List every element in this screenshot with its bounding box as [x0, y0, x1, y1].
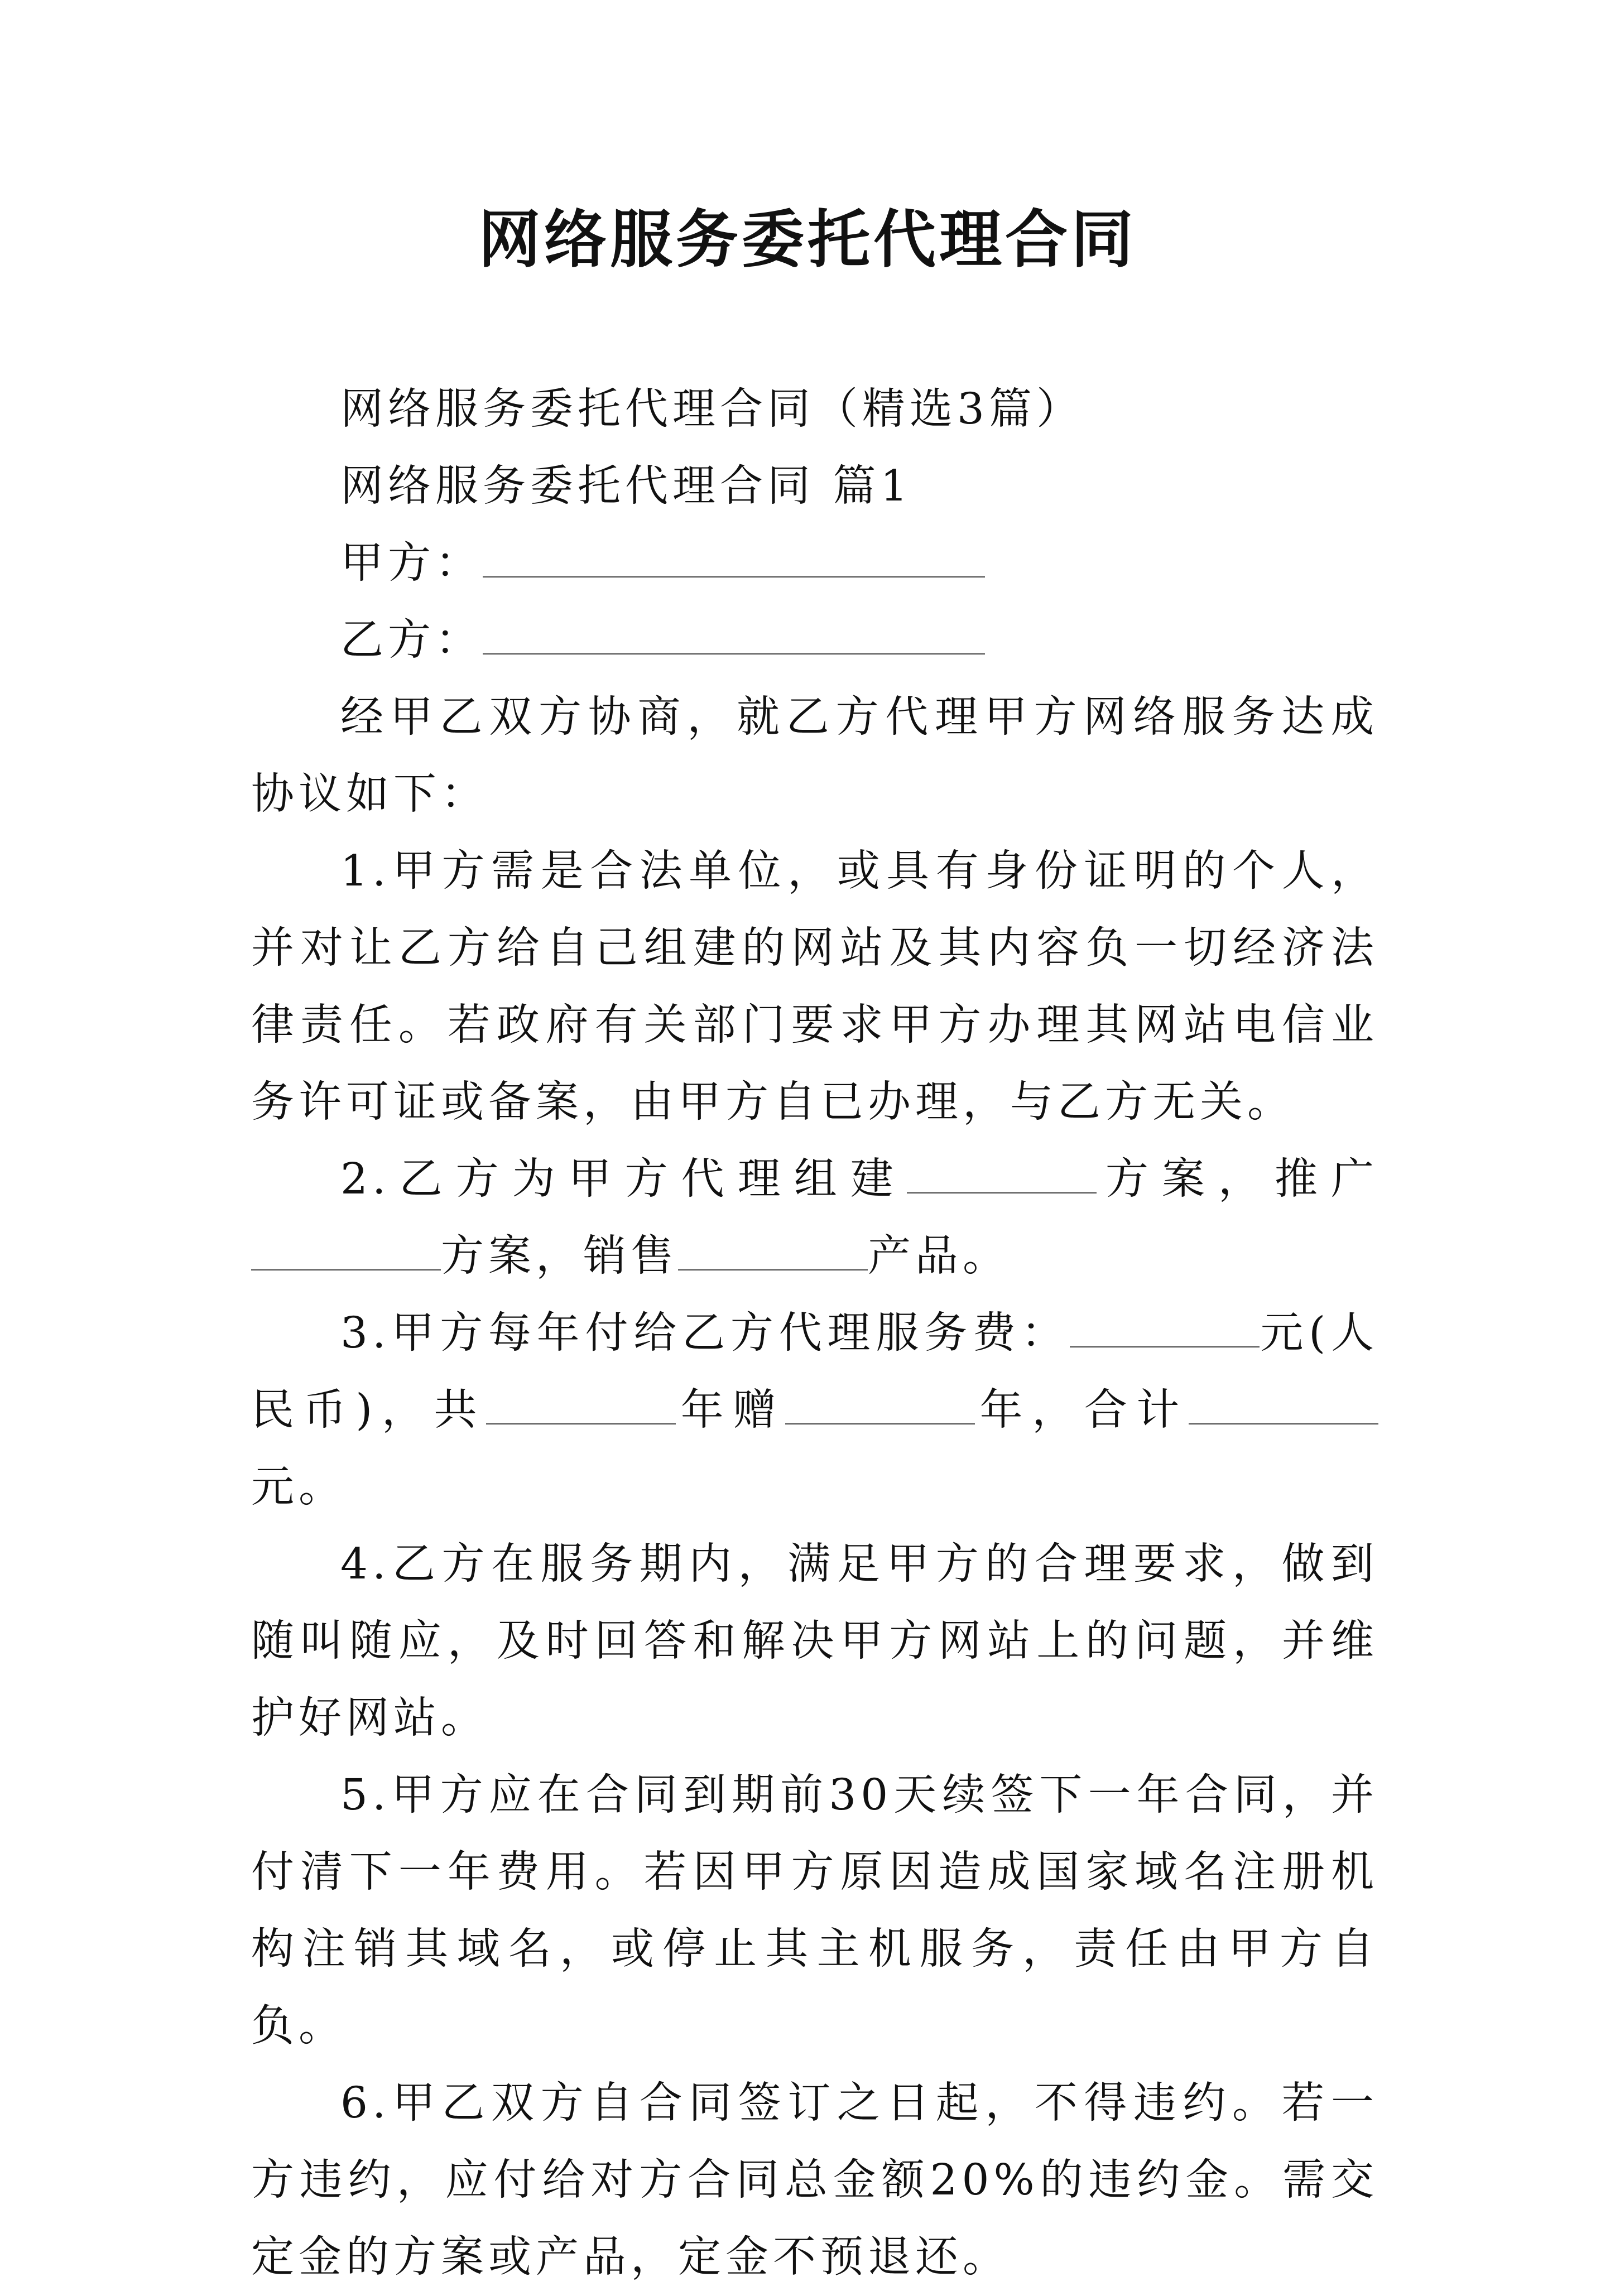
clause-3-blank-1	[1070, 1310, 1260, 1347]
party-b-line	[251, 602, 1378, 679]
clause-3-part-2: 元(人民币)，共	[251, 1308, 1379, 1435]
clause-2-blank-3	[678, 1233, 868, 1270]
clause-1: 1.甲方需是合法单位，或具有身份证明的个人，并对让乙方给自己组建的网站及其内容负一切经济法律责任。若政府有关部门要求甲方办理其网站电信业务许可证或备案，由甲方自已办理，与乙方无关。	[251, 846, 1378, 1127]
clause-3-blank-4	[1189, 1387, 1378, 1424]
party-b-label: 乙方：	[340, 615, 483, 665]
clause-3-part-4: 年，合计	[974, 1385, 1189, 1435]
party-a-blank	[483, 540, 985, 577]
clause-2-blank-1	[907, 1156, 1097, 1193]
clause-3	[251, 1295, 1378, 1526]
clause-2-part-4: 产品。	[868, 1231, 1010, 1281]
clause-2	[251, 1141, 1378, 1295]
clause-5: 5.甲方应在合同到期前30天续签下一年合同，并付清下一年费用。若因甲方原因造成国家域名注册机构注销其域名，或停止其主机服务，责任由甲方自负。	[251, 1770, 1378, 2051]
clause-3-blank-3	[785, 1387, 975, 1424]
clause-6: 6.甲乙双方自合同签订之日起，不得违约。若一方违约，应付给对方合同总金额20%的违约金。需交定金的方案或产品，定金不预退还。	[251, 2078, 1378, 2282]
party-b-blank	[483, 617, 985, 654]
clause-2-part-3: 方案，销售	[441, 1231, 678, 1281]
section-heading: 网络服务委托代理合同 篇1	[340, 461, 912, 511]
document-body	[251, 371, 1378, 2296]
party-a-line	[251, 525, 1378, 602]
intro-paragraph: 经甲乙双方协商，就乙方代理甲方网络服务达成协议如下：	[251, 692, 1378, 819]
clause-3-part-3: 年赠	[676, 1385, 785, 1435]
clause-3-blank-2	[486, 1387, 676, 1424]
clause-2-blank-2	[251, 1233, 441, 1270]
document-title: 网络服务委托代理合同	[478, 203, 1137, 276]
clause-4: 4.乙方在服务期内，满足甲方的合理要求，做到随叫随应，及时回答和解决甲方网站上的问题，并维护好网站。	[251, 1539, 1378, 1743]
party-a-label: 甲方：	[340, 538, 483, 588]
subtitle: 网络服务委托代理合同（精选3篇）	[340, 384, 1084, 434]
clause-3-part-1: 3.甲方每年付给乙方代理服务费：	[340, 1308, 1070, 1358]
clause-2-part-2: 方案，推广	[1096, 1154, 1379, 1204]
clause-3-part-5: 元。	[251, 1462, 346, 1512]
clause-2-part-1: 2.乙方为甲方代理组建	[340, 1154, 907, 1204]
